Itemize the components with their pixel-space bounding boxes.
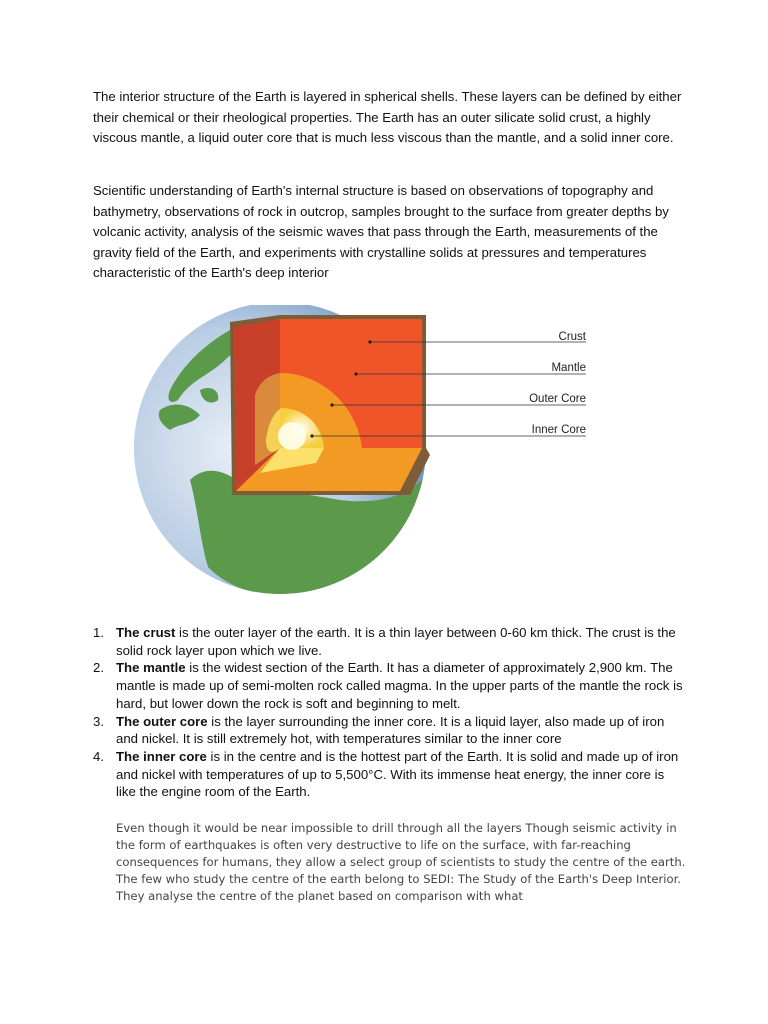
earth-layers-list: [93, 624, 683, 801]
list-term: The inner core: [116, 748, 207, 764]
label-mantle: Mantle: [551, 362, 586, 374]
list-term: The crust: [116, 625, 176, 640]
earth-structure-figure: [130, 305, 600, 595]
label-inner-core: Inner Core: [531, 424, 586, 436]
list-text: is the layer surrounding the inner core. It is a liquid layer, also made up of iron and nickel. It is still extremely hot, with temperatures similar to the inner core: [116, 713, 665, 747]
list-item-outer-core: [93, 713, 683, 748]
list-item-crust: [93, 624, 683, 659]
earth-cutaway-diagram: [130, 305, 600, 595]
list-term: The mantle: [116, 660, 186, 676]
list-text: is the widest section of the Earth. It has a diameter of approximately 2,900 km. The mantle is made up of semi-molten rock called magma. In the upper parts of the mantle the rock is hard, but lower down the rock is soft and beginning to melt.: [116, 660, 683, 711]
list-item-inner-core: [93, 748, 683, 801]
note-paragraph-1: Even though it would be near impossible to drill through all the layers Though seismic activity in the form of earthquakes is often very destructive to life on the surface, with far-reaching consequences for humans, they allow a select group of scientists to study the centre of the earth.: [116, 821, 686, 870]
list-item-mantle: [93, 659, 683, 712]
sedi-note: [116, 820, 696, 905]
note-paragraph-2: The few who study the centre of the earth belong to SEDI: The Study of the Earth's Deep Interior. They analyse the centre of the planet based on comparison with what: [116, 872, 681, 904]
list-number: 3.: [93, 713, 104, 729]
list-term: The outer core: [116, 713, 208, 729]
intro-paragraph-1: The interior structure of the Earth is layered in spherical shells. These layers can be defined by either their chemical or their rheological properties. The Earth has an outer silicate solid crust, a highly viscous mantle, a liquid outer core that is much less viscous than the mantle, and a solid inner core.: [93, 89, 682, 145]
list-text: is in the centre and is the hottest part of the Earth. It is solid and made up of iron and nickel with temperatures of up to 5,500°C. With its immense heat energy, the inner core is like the engine room of the Earth.: [116, 748, 679, 800]
intro-paragraph-2: Scientific understanding of Earth's internal structure is based on observations of topography and bathymetry, observations of rock in outcrop, samples brought to the surface from greater depths by volcanic activity, analysis of the seismic waves that pass through the Earth, measurements of the gravity field of the Earth, and experiments with crystalline solids at pressures and temperatures characteristic of the Earth's deep interior: [93, 183, 669, 280]
core-glow: [278, 422, 306, 450]
label-crust: Crust: [558, 331, 586, 343]
list-text: is the outer layer of the earth. It is a thin layer between 0-60 km thick. The crust is the solid rock layer upon which we live.: [116, 625, 676, 658]
label-outer-core: Outer Core: [529, 393, 586, 405]
list-number: 2.: [93, 660, 104, 676]
list-number: 1.: [93, 625, 104, 640]
list-number: 4.: [93, 748, 104, 764]
